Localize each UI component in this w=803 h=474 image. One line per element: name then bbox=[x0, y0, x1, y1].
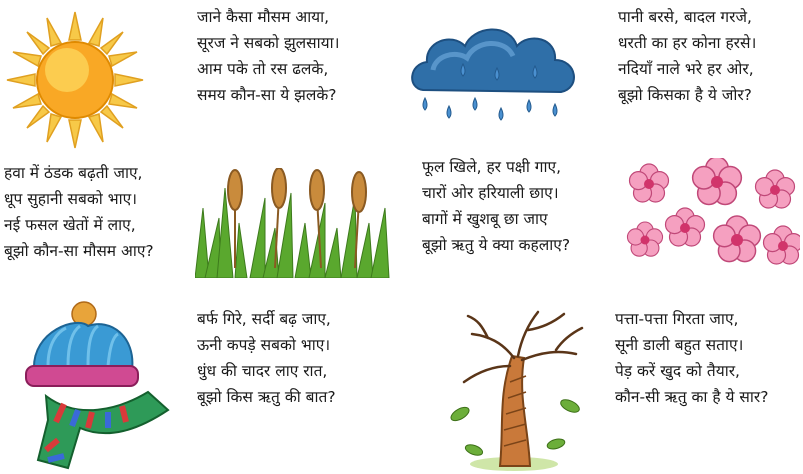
poem-line: आम पके तो रस ढलके, bbox=[197, 60, 329, 78]
wheat-field-icon bbox=[195, 168, 395, 278]
poem-line: पानी बरसे, बादल गरजे, bbox=[618, 8, 752, 26]
poem-rain bbox=[618, 4, 756, 108]
winter-cap-scarf-icon bbox=[18, 300, 178, 472]
poem-line: बूझो कौन-सा मौसम आए? bbox=[4, 242, 154, 260]
poem-line: बूझो किस ऋतु की बात? bbox=[197, 388, 336, 406]
rain-cloud-icon bbox=[405, 18, 585, 130]
poem-line: नदियाँ नाले भरे हर ओर, bbox=[618, 60, 754, 78]
poem-line: धरती का हर कोना हरसे। bbox=[618, 34, 757, 52]
poem-line: नई फसल खेतों में लाए, bbox=[4, 216, 136, 234]
poem-line: बूझो ऋतु ये क्या कहलाए? bbox=[422, 236, 571, 254]
poem-line: धुंध की चादर लाए रात, bbox=[197, 362, 328, 380]
poem-spring bbox=[422, 154, 570, 258]
poem-line: सूरज ने सबको झुलसाया। bbox=[197, 34, 340, 52]
poem-harvest bbox=[4, 160, 154, 264]
poem-line: फूल खिले, हर पक्षी गाए, bbox=[422, 158, 562, 176]
poem-line: बर्फ गिरे, सर्दी बढ़ जाए, bbox=[197, 310, 331, 328]
poem-summer bbox=[197, 4, 340, 108]
poem-line: समय कौन-सा ये झलके? bbox=[197, 86, 337, 104]
poem-line: जाने कैसा मौसम आया, bbox=[197, 8, 330, 26]
poem-line: पत्ता-पत्ता गिरता जाए, bbox=[615, 310, 739, 328]
poem-autumn-fall bbox=[615, 306, 769, 410]
poem-line: बूझो किसका है ये जोर? bbox=[618, 86, 752, 104]
poem-line: ऊनी कपड़े सबको भाए। bbox=[197, 336, 331, 354]
poem-line: कौन-सी ऋतु का है ये सार? bbox=[615, 388, 769, 406]
poem-line: बागों में खुशबू छा जाए bbox=[422, 210, 548, 228]
poem-line: हवा में ठंडक बढ़ती जाए, bbox=[4, 164, 143, 182]
poem-line: पेड़ करें खुद को तैयार, bbox=[615, 362, 740, 380]
bare-tree-icon bbox=[438, 306, 598, 472]
poem-line: धूप सुहानी सबको भाए। bbox=[4, 190, 138, 208]
sun-icon bbox=[5, 10, 145, 150]
poem-winter bbox=[197, 306, 336, 410]
flowers-icon bbox=[625, 158, 800, 274]
poem-line: चारों ओर हरियाली छाए। bbox=[422, 184, 559, 202]
poem-line: सूनी डाली बहुत सताए। bbox=[615, 336, 744, 354]
